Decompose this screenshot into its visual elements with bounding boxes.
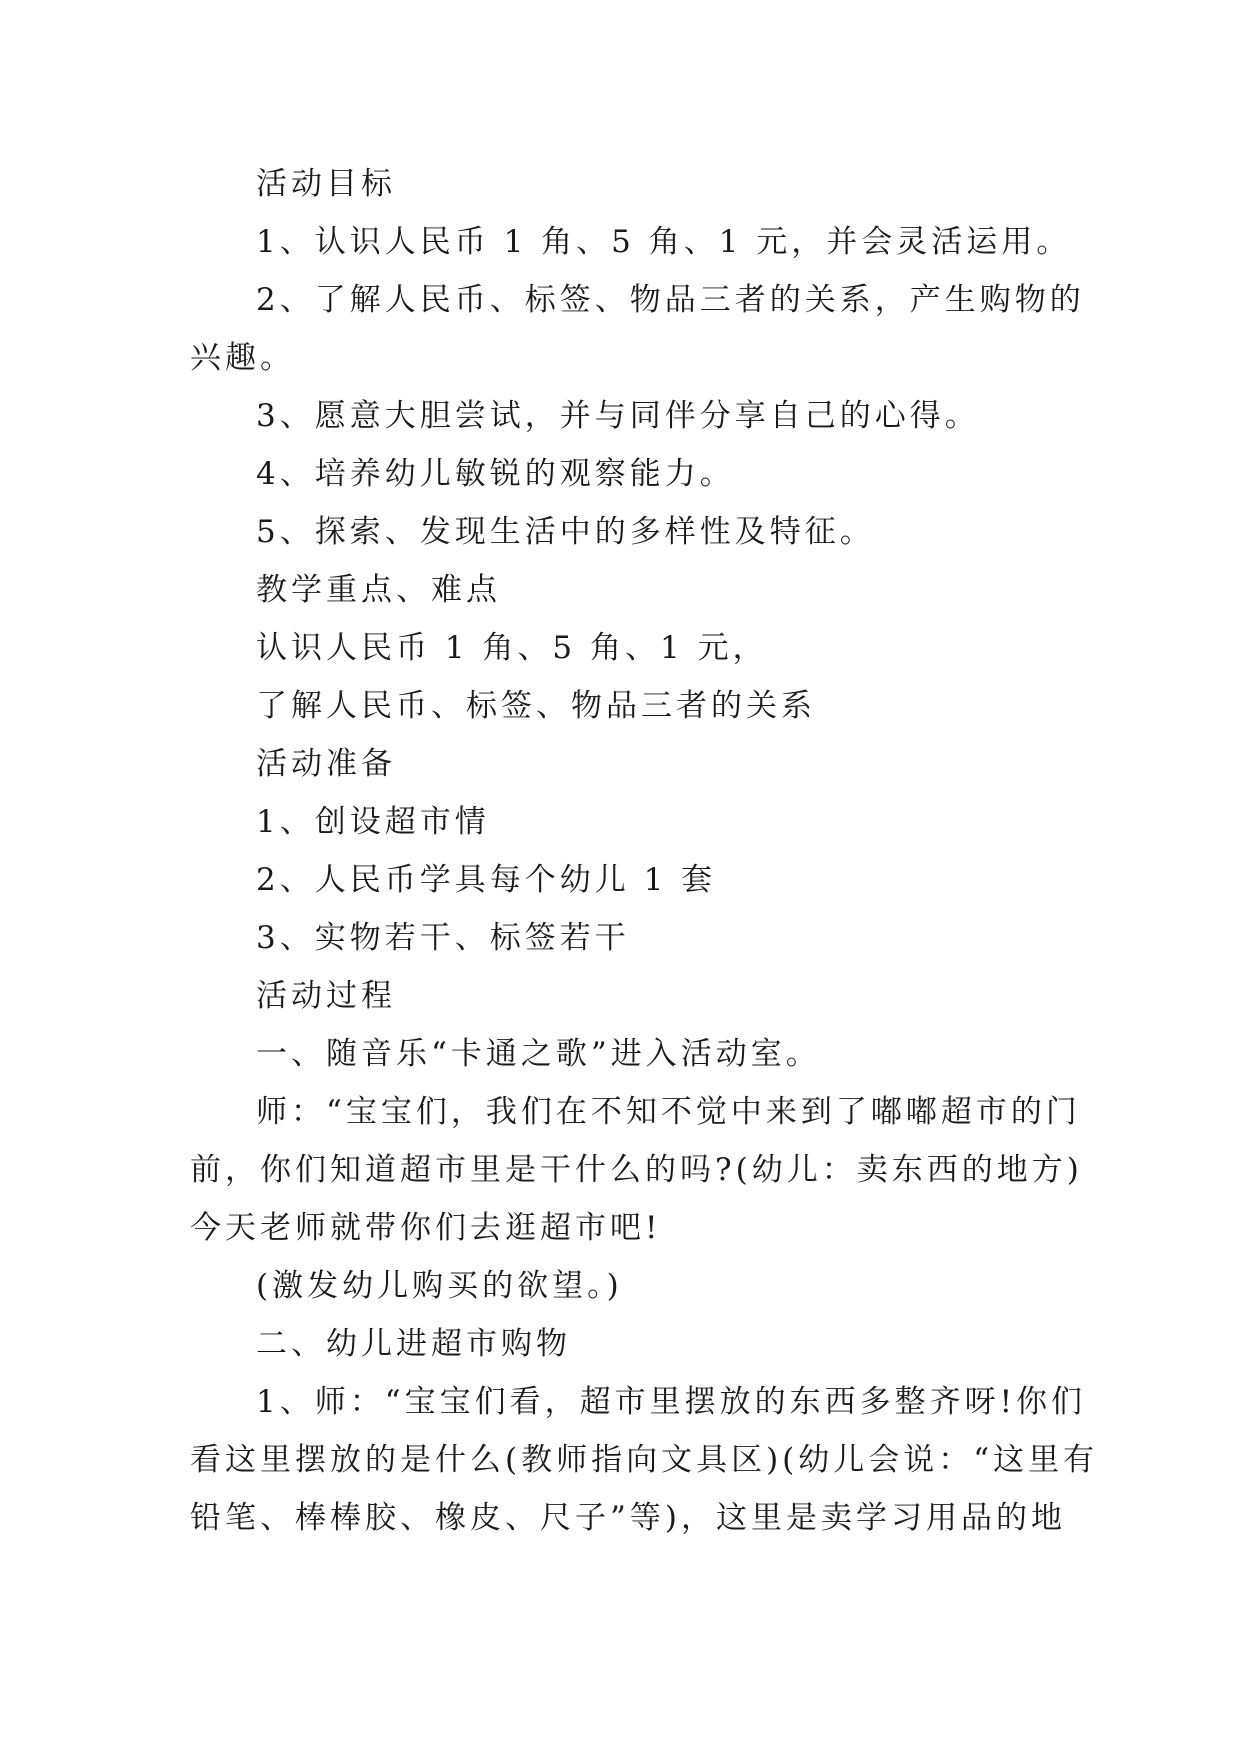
goal-4: 4、培养幼儿敏锐的观察能力。 [256, 456, 735, 492]
teacher-dialogue-line-3: 今天老师就带你们去逛超市吧! [190, 1210, 662, 1246]
goal-3: 3、愿意大胆尝试，并与同伴分享自己的心得。 [256, 398, 980, 434]
teacher-dialogue-line-2: 前，你们知道超市里是干什么的吗?(幼儿：卖东西的地方) [190, 1152, 1083, 1188]
preparation-2: 2、人民币学具每个幼儿 1 套 [256, 862, 717, 898]
heading-key-points: 教学重点、难点 [256, 572, 501, 608]
shopping-dialogue-line-3: 铅笔、棒棒胶、橡皮、尺子”等)，这里是卖学习用品的地 [190, 1500, 1066, 1536]
teacher-dialogue-line-1: 师：“宝宝们，我们在不知不觉中来到了嘟嘟超市的门 [256, 1094, 1081, 1130]
goal-2: 2、了解人民币、标签、物品三者的关系，产生购物的 [256, 282, 1085, 318]
heading-preparation: 活动准备 [256, 746, 396, 782]
preparation-1: 1、创设超市情 [256, 804, 490, 840]
goal-2-continued: 兴趣。 [190, 340, 295, 376]
heading-process: 活动过程 [256, 978, 396, 1014]
key-point-1: 认识人民币 1 角、5 角、1 元， [256, 630, 768, 666]
goal-1: 1、认识人民币 1 角、5 角、1 元，并会灵活运用。 [256, 224, 1072, 260]
document-body [190, 155, 1099, 1547]
heading-activity-goals: 活动目标 [256, 166, 396, 202]
key-point-2: 了解人民币、标签、物品三者的关系 [256, 688, 816, 724]
process-step-2: 二、幼儿进超市购物 [256, 1326, 571, 1362]
shopping-dialogue-line-2: 看这里摆放的是什么(教师指向文具区)(幼儿会说：“这里有 [190, 1442, 1099, 1478]
goal-5: 5、探索、发现生活中的多样性及特征。 [256, 514, 875, 550]
shopping-dialogue-line-1: 1、师：“宝宝们看，超市里摆放的东西多整齐呀!你们 [256, 1384, 1087, 1420]
note-motivation: (激发幼儿购买的欲望。) [256, 1268, 623, 1304]
process-step-1: 一、随音乐“卡通之歌”进入活动室。 [256, 1036, 821, 1072]
preparation-3: 3、实物若干、标签若干 [256, 920, 630, 956]
